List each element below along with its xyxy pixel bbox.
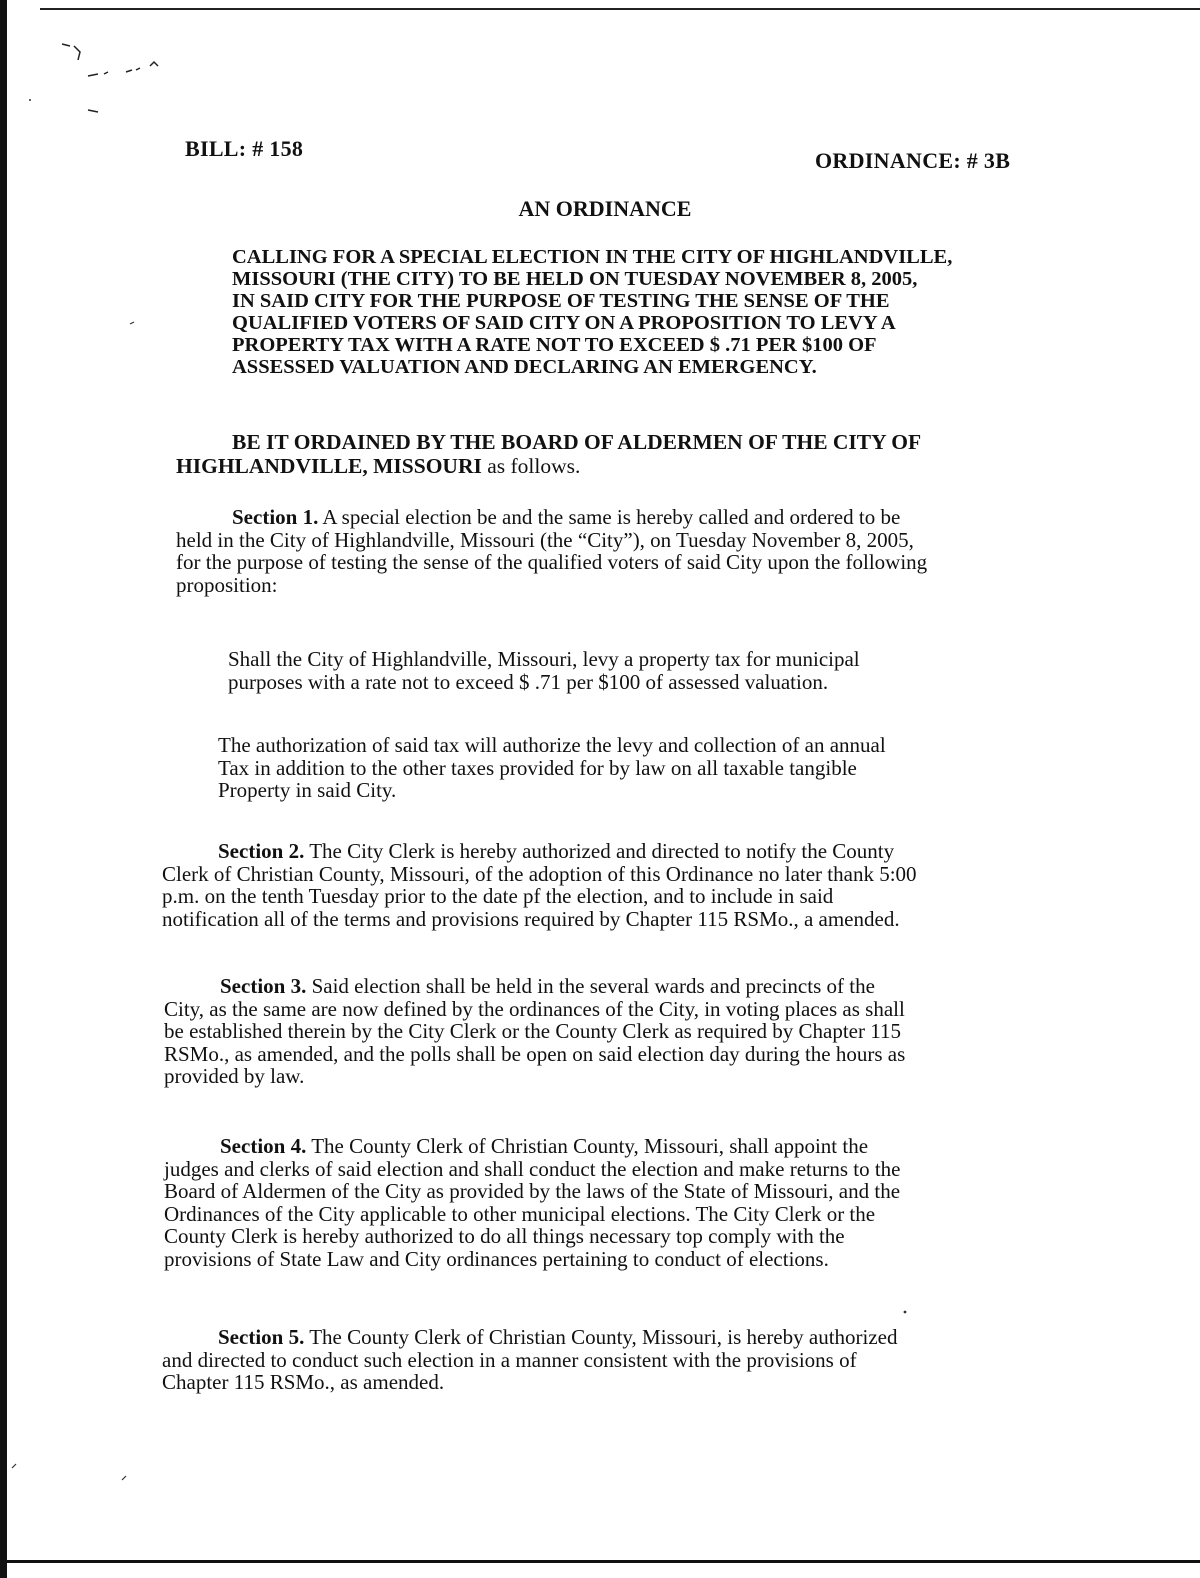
- section-text: Chapter 115 RSMo., as amended.: [162, 1370, 445, 1394]
- section-text: The County Clerk of Christian County, Missouri, is hereby authorized: [304, 1325, 898, 1349]
- section-text: Board of Aldermen of the City as provided by the laws of the State of Missouri, and the: [164, 1179, 901, 1203]
- authorization-line: Property in said City.: [218, 778, 397, 802]
- section-text: and directed to conduct such election in a manner consistent with the provisions of: [162, 1347, 857, 1372]
- caption-line: CALLING FOR A SPECIAL ELECTION IN THE CITY OF HIGHLANDVILLE,: [232, 246, 953, 268]
- section-text: be established therein by the City Clerk or the County Clerk as required by Chapter 115: [164, 1019, 901, 1043]
- authorization-text: [218, 734, 1078, 802]
- section-heading: Section 1.: [232, 505, 319, 529]
- section-text: proposition:: [176, 572, 278, 597]
- caption-line: IN SAID CITY FOR THE PURPOSE OF TESTING THE SENSE OF THE: [232, 290, 890, 312]
- caption-line: QUALIFIED VOTERS OF SAID CITY ON A PROPOSITION TO LEVY A: [232, 312, 896, 334]
- section-text: County Clerk is hereby authorized to do all things necessary top comply with the: [164, 1224, 845, 1248]
- ordinance-caption: [232, 246, 1022, 378]
- section-text: for the purpose of testing the sense of the qualified voters of said City upon the following: [176, 550, 928, 574]
- proposition-text: [228, 648, 1088, 693]
- section-5: [162, 1326, 1022, 1394]
- section-text: Ordinances of the City applicable to other municipal elections. The City Clerk or the: [164, 1201, 876, 1226]
- bill-number: BILL: # 158: [185, 136, 304, 161]
- caption-line: ASSESSED VALUATION AND DECLARING AN EMERGENCY.: [232, 356, 817, 378]
- section-text: Clerk of Christian County, Missouri, of the adoption of this Ordinance no later thank 5:00: [162, 861, 917, 886]
- section-4: [164, 1135, 1024, 1270]
- section-text: p.m. on the tenth Tuesday prior to the date pf the election, and to include in said: [162, 884, 834, 908]
- section-text: provided by law.: [164, 1064, 305, 1088]
- section-1: [176, 506, 1036, 596]
- section-text: judges and clerks of said election and shall conduct the election and make returns to the: [164, 1156, 901, 1181]
- section-text: Said election shall be held in the several wards and precincts of the: [306, 974, 875, 998]
- section-2: [162, 840, 1022, 930]
- enacting-line-2: HIGHLANDVILLE, MISSOURI: [176, 454, 482, 478]
- section-heading: Section 5.: [218, 1325, 305, 1349]
- ordinance-number: ORDINANCE: # 3B: [815, 148, 1011, 173]
- enacting-clause: [176, 430, 1016, 478]
- caption-line: PROPERTY TAX WITH A RATE NOT TO EXCEED $ .71 PER $100 OF: [232, 334, 877, 356]
- authorization-line: The authorization of said tax will authorize the levy and collection of an annual: [218, 733, 886, 757]
- section-text: RSMo., as amended, and the polls shall be open on said election day during the hours as: [164, 1041, 906, 1066]
- section-text: The County Clerk of Christian County, Missouri, shall appoint the: [306, 1134, 869, 1158]
- caption-line: MISSOURI (THE CITY) TO BE HELD ON TUESDAY NOVEMBER 8, 2005,: [232, 268, 918, 290]
- section-heading: Section 2.: [218, 839, 305, 863]
- proposition-line: Shall the City of Highlandville, Missouri, levy a property tax for municipal: [228, 647, 860, 671]
- document-title: AN ORDINANCE: [518, 196, 692, 221]
- section-3: [164, 975, 1024, 1088]
- section-heading: Section 3.: [220, 974, 307, 998]
- section-heading: Section 4.: [220, 1134, 307, 1158]
- section-text: notification all of the terms and provisions required by Chapter 115 RSMo., a amended.: [162, 906, 900, 931]
- section-text: provisions of State Law and City ordinances pertaining to conduct of elections.: [164, 1246, 829, 1271]
- section-text: The City Clerk is hereby authorized and directed to notify the County: [304, 839, 895, 863]
- section-text: held in the City of Highlandville, Missouri (the “City”), on Tuesday November 8, 2005,: [176, 527, 914, 552]
- proposition-line: purposes with a rate not to exceed $ .71 per $100 of assessed valuation.: [228, 669, 829, 694]
- enacting-line-1: BE IT ORDAINED BY THE BOARD OF ALDERMEN OF THE CITY OF: [232, 430, 922, 454]
- authorization-line: Tax in addition to the other taxes provided for by law on all taxable tangible: [218, 755, 857, 780]
- enacting-tail: as follows.: [481, 454, 581, 478]
- section-text: A special election be and the same is hereby called and ordered to be: [318, 505, 901, 529]
- section-text: City, as the same are now defined by the ordinances of the City, in voting places as shall: [164, 996, 905, 1021]
